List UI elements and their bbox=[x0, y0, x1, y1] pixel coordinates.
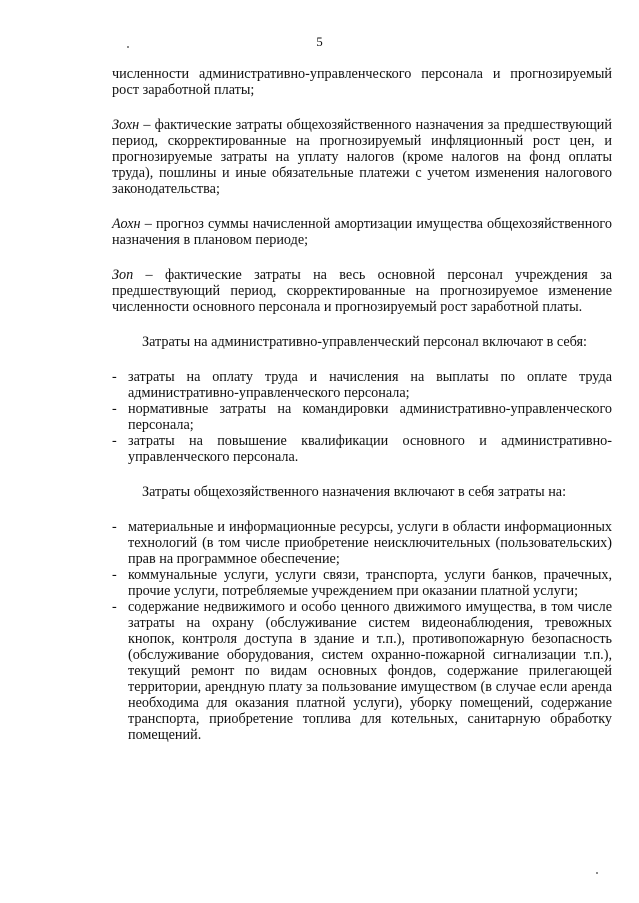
formula-term: Аохн bbox=[112, 216, 141, 232]
bullet-dash: - bbox=[112, 567, 117, 583]
list-item-text: содержание недвижимого и особо ценного движимого имущества, в том числе затраты на охрану (обслуживание систем видеонаблюдения, тревожных кнопок, контроля доступа в здание и т.п.), противопожарную безопасность (обслуживание оборудования, систем охранно-пожарной сигнализации т.п.), текущий ремонт по видам основных фондов, содержание прилегающей территории, арендную плату за пользование имуществом (в случае если аренда необходима для оказания платной услуги), уборку помещений, содержание транспорта, приобретение топлива для котельных, санитарную обработку помещений. bbox=[128, 599, 612, 743]
definition-aohn bbox=[112, 216, 612, 248]
list-item-text: коммунальные услуги, услуги связи, транспорта, услуги банков, прачечных, прочие услуги, потребляемые учреждением при оказании платной услуги; bbox=[128, 567, 612, 599]
list-item bbox=[112, 599, 612, 743]
paragraph-continuation: численности административно-управленческого персонала и прогнозируемый рост заработной платы; bbox=[112, 66, 612, 98]
list-item bbox=[112, 519, 612, 567]
document-body bbox=[112, 66, 612, 743]
bullet-dash: - bbox=[112, 599, 117, 615]
definition-zop bbox=[112, 267, 612, 315]
list-item-text: нормативные затраты на командировки административно-управленческого персонала; bbox=[128, 401, 612, 433]
list-item-text: затраты на повышение квалификации основного и административно-управленческого персонала. bbox=[128, 433, 612, 465]
bullet-dash: - bbox=[112, 519, 117, 535]
general-costs-list bbox=[112, 519, 612, 743]
paragraph-admin-costs-intro: Затраты на административно-управленческий персонал включают в себя: bbox=[142, 334, 587, 350]
definition-text: – прогноз суммы начисленной амортизации имущества общехозяйственного назначения в плановом периоде; bbox=[112, 216, 612, 248]
admin-costs-list bbox=[112, 369, 612, 465]
scan-dot bbox=[596, 872, 598, 874]
scan-dot bbox=[127, 46, 129, 48]
list-item-text: затраты на оплату труда и начисления на выплаты по оплате труда административно-управленческого персонала; bbox=[128, 369, 612, 401]
list-item bbox=[112, 433, 612, 465]
definition-text: – фактические затраты на весь основной персонал учреждения за предшествующий период, скорректированные на прогнозируемое изменение численности основного персонала и прогнозируемый рост заработной платы. bbox=[112, 267, 612, 315]
page-number: 5 bbox=[316, 34, 323, 49]
definition-zohn bbox=[112, 117, 612, 197]
definition-text: – фактические затраты общехозяйственного назначения за предшествующий период, скорректированные на прогнозируемый инфляционный рост цен, и прогнозируемые затраты на уплату налогов (кроме налогов на фонд оплаты труда), пошлины и иные обязательные платежи с учетом изменения налогового законодательства; bbox=[112, 117, 612, 197]
list-item bbox=[112, 401, 612, 433]
paragraph-general-costs-intro: Затраты общехозяйственного назначения включают в себя затраты на: bbox=[142, 484, 567, 500]
list-item-text: материальные и информационные ресурсы, услуги в области информационных технологий (в том числе приобретение неисключительных (пользовательских) прав на программное обеспечение; bbox=[128, 519, 612, 567]
bullet-dash: - bbox=[112, 401, 117, 417]
bullet-dash: - bbox=[112, 433, 117, 449]
list-item bbox=[112, 369, 612, 401]
list-item bbox=[112, 567, 612, 599]
bullet-dash: - bbox=[112, 369, 117, 385]
formula-term: Зоп bbox=[112, 267, 134, 283]
formula-term: Зохн bbox=[112, 117, 140, 133]
